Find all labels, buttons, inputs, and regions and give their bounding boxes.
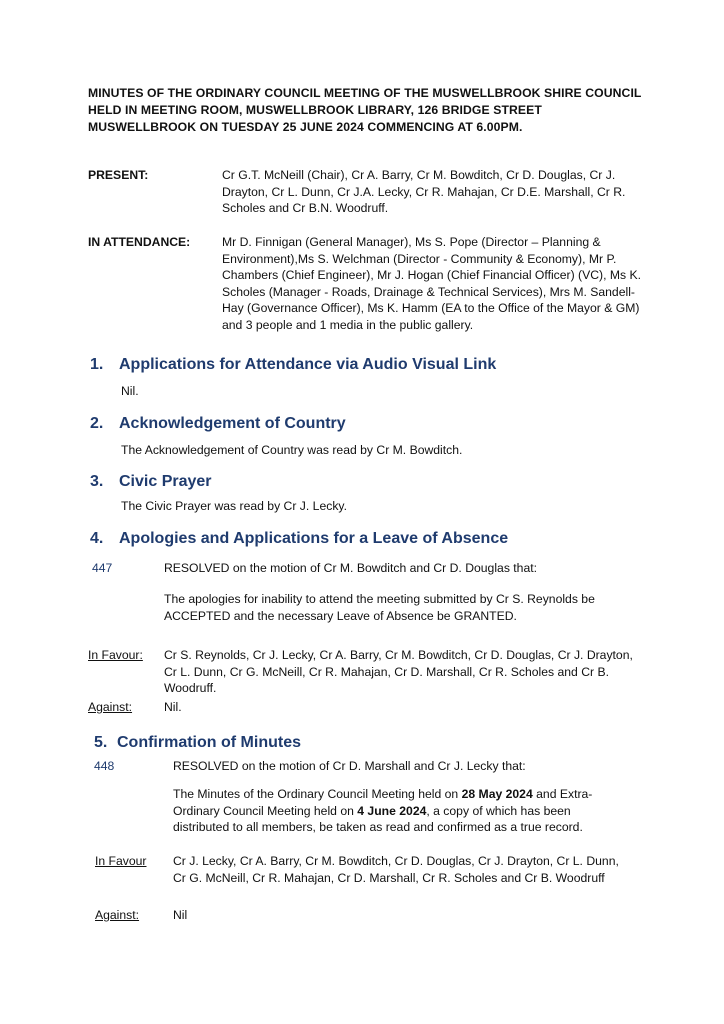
meeting-date: 28 May 2024	[461, 787, 533, 801]
in-favour-text-448: Cr J. Lecky, Cr A. Barry, Cr M. Bowditch, Cr D. Douglas, Cr J. Drayton, Cr L. Dunn, Cr G. McNeill, Cr R. Mahajan, Cr D. Marshall, Cr R. Scholes and Cr B. Woodruff	[173, 854, 619, 885]
resolution-text-part: The Minutes of the Ordinary Council Meeting held on	[173, 787, 462, 801]
section-title: Civic Prayer	[119, 473, 212, 490]
resolution-text-part: , a copy of which has been distributed to all members, be taken as read and confirmed as a true record.	[173, 803, 583, 834]
section-heading-4	[90, 529, 508, 549]
against-text-448: Nil	[173, 908, 188, 922]
against-text-447: Nil.	[164, 700, 182, 714]
section-number: 3.	[90, 473, 104, 490]
resolution-number-448: 448	[94, 759, 115, 773]
resolution-text-447: The apologies for inability to attend the meeting submitted by Cr S. Reynolds be ACCEPTED and the necessary Leave of Absence be GRANTED.	[164, 592, 595, 623]
section-number: 4.	[90, 530, 104, 547]
in-favour-label-447: In Favour:	[88, 648, 143, 662]
resolution-text-448	[173, 786, 628, 836]
in-favour-text-447: Cr S. Reynolds, Cr J. Lecky, Cr A. Barry, Cr M. Bowditch, Cr D. Douglas, Cr J. Drayton, Cr L. Dunn, Cr G. McNeill, Cr R. Mahajan, Cr D. Marshall, Cr R. Scholes and Cr B. Woodruff.	[164, 648, 633, 695]
section-number: 1.	[90, 356, 104, 373]
section-heading-5	[94, 733, 301, 753]
section-title: Apologies and Applications for a Leave of Absence	[119, 530, 509, 547]
section-heading-2	[90, 414, 346, 434]
section-number: 5.	[94, 734, 108, 751]
present-label: PRESENT:	[88, 168, 149, 182]
present-text: Cr G.T. McNeill (Chair), Cr A. Barry, Cr M. Bowditch, Cr D. Douglas, Cr J. Drayton, Cr L. Dunn, Cr J.A. Lecky, Cr R. Mahajan, Cr D.E. Marshall, Cr R. Scholes and Cr B.N. Woodruff.	[222, 168, 626, 215]
section-heading-3	[90, 472, 212, 492]
attendance-text: Mr D. Finnigan (General Manager), Ms S. Pope (Director – Planning & Environment),Ms S. Welchman (Director - Community & Economy), Mr P. Chambers (Chief Engineer), Mr J. Hogan (Chief Financial Officer) (VC), Ms K. Scholes (Manager - Roads, Drainage & Technical Services), Mrs M. Sandell-Hay (Governance Officer), Ms K. Hamm (EA to the Office of the Mayor & GM) and 3 people and 1 media in the public gallery.	[222, 235, 642, 332]
section-title: Confirmation of Minutes	[117, 734, 301, 751]
in-favour-label-448: In Favour	[95, 854, 147, 868]
attendance-label: IN ATTENDANCE:	[88, 235, 191, 249]
section-body-2: The Acknowledgement of Country was read by Cr M. Bowditch.	[121, 443, 463, 457]
minutes-title: MINUTES OF THE ORDINARY COUNCIL MEETING OF THE MUSWELLBROOK SHIRE COUNCIL HELD IN MEETING ROOM, MUSWELLBROOK LIBRARY, 126 BRIDGE STREET MUSWELLBROOK ON TUESDAY 25 JUNE 2024 COMMENCING AT 6.00PM.	[88, 86, 642, 134]
resolution-number-447: 447	[92, 561, 113, 575]
section-number: 2.	[90, 415, 104, 432]
section-title: Acknowledgement of Country	[119, 415, 346, 432]
meeting-date: 4 June 2024	[357, 803, 427, 818]
against-label-447: Against:	[88, 700, 133, 714]
resolution-text-part: and Extra-Ordinary Council Meeting held on	[173, 787, 593, 818]
against-label-448: Against:	[95, 908, 140, 922]
section-body-1: Nil.	[121, 384, 139, 398]
section-heading-1	[90, 355, 496, 375]
section-title: Applications for Attendance via Audio Visual Link	[119, 356, 497, 373]
resolution-motion-448: RESOLVED on the motion of Cr D. Marshall and Cr J. Lecky that:	[173, 759, 526, 773]
section-body-3: The Civic Prayer was read by Cr J. Lecky.	[121, 499, 347, 513]
resolution-motion-447: RESOLVED on the motion of Cr M. Bowditch and Cr D. Douglas that:	[164, 561, 538, 575]
